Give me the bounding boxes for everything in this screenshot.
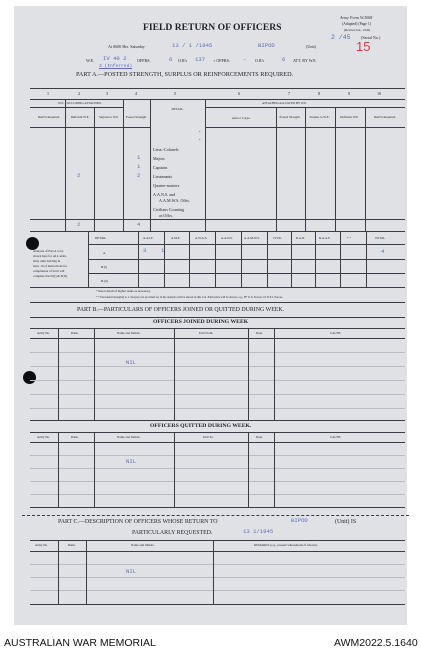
ors-label-2: O.R's [255,58,265,63]
joined-title: OFFICERS JOINED DURING WEEK [153,319,249,325]
part-c-col-rank: Rank. [68,543,76,547]
col-header-deficient: Deficient W.E. [70,115,90,119]
return-date: 13 / 1 /1945 [172,42,213,49]
posted-captains: 1 [137,163,141,170]
joined-col-unit: Unit From. [199,331,214,335]
red-annotation: 15 [356,39,371,54]
col-header-deficient-att: Deficient W.E. [340,115,359,119]
analysis-header-aans: A.A.N.S. [221,236,233,240]
rank-quartermasters: Quarter-masters [153,183,180,188]
we-excluding-attached: W.E. EXCLUDING ATTACHED. [58,101,102,105]
att-offrs-dash: - [243,56,247,63]
analysis-value-total: 4 [381,248,385,255]
analysis-note-3: Only units holding in [33,259,61,263]
ors-label: O.R's [178,58,188,63]
total-deficient: 2 [77,221,81,228]
col-number-1: 1 [47,91,50,96]
analysis-header-amf: A.M.F. [171,236,181,240]
quitted-col-date: Date. [256,435,263,439]
part-c-heading: PART C.—DESCRIPTION OF OFFICERS WHOSE RETURN TO [58,519,218,525]
star-mark: * [199,138,201,142]
we-value: IV 40 2 [103,55,127,62]
analysis-note-4: bern. 10 of instructions for [33,264,68,268]
analysis-header-civil: CIVIL. [273,236,283,240]
rank-aamws: A.A.M.W.S. Offrs. [159,198,191,203]
offrs-label: OFFRS. [137,58,151,63]
part-c-date: 13 1/1945 [243,528,274,535]
we-value-line2: 3 (Inferred) [99,64,133,69]
offrs-value: 6 [169,56,173,63]
analysis-header-total: TOTAL. [375,236,386,240]
col-number-10: 10 [377,91,382,96]
analysis-note-1: Analysis of Part A to be [33,249,64,253]
analysis-header-detail: DETAIL. [95,236,108,240]
col-number-4: 4 [135,91,138,96]
col-header-surplus-att: Surplus to W.E. [309,115,330,119]
col-number-6: 6 [238,91,241,96]
col-number-7: 7 [288,91,291,96]
analysis-note-2: shown here for ALL units. [33,254,67,258]
at-hours-label: At 0600 Hrs. Saturday [108,44,145,49]
joined-nil: NIL [126,359,137,366]
rank-majors: Majors [153,156,165,161]
rank-captains: Captains [153,165,168,170]
part-c-line2: PARTICULARLY REQUESTED. [132,530,213,536]
col-number-2: 2 [78,91,81,96]
col-header-posted: Posted Strength. [126,115,147,119]
analysis-header-raaf: R.A.A.F. [319,236,331,240]
joined-col-name: Name and Initials. [117,331,141,335]
col-header-reinforcements: Rein'ts Required. [38,115,60,119]
punch-hole-bottom [23,371,36,384]
part-c-col-name: Name and Initials. [131,543,155,547]
quitted-col-unit: Unit To. [203,435,214,439]
rank-aans: A.A.N.S. and [153,192,176,197]
part-c-heading-suffix: (Unit) IS [335,519,357,525]
col-header-detail: DETAIL. [171,107,184,111]
part-a-heading: PART A.—POSTED STRENGTH, SURPLUS OR REINFORCEMENTS REQUIRED. [76,71,294,78]
analysis-row-a: A. [103,251,107,255]
we-label: W.E. [86,58,95,63]
analysis-header-awas: A.W.A.S. [195,236,208,240]
revised-label: (Revised Jan., 1943) [344,28,371,32]
part-c-unit: BIPOD [291,517,308,524]
army-form-label: Army Form W.3008 [340,15,373,20]
quitted-col-rank: Rank. [71,435,79,439]
posted-majors: 1 [137,154,141,161]
col-number-8: 8 [318,91,321,96]
footer-source: AUSTRALIAN WAR MEMORIAL [4,637,156,649]
quitted-title: OFFICERS QUITTED DURING WEEK. [150,423,252,429]
footnote-2: * * Personnel belonging to a category not provided for in the analysis will be shown in this Col. Particulars will be shown, e.g., B* U.S. Forces; 10 N.E.I. Forces. [96,295,283,299]
unit-name: BIPOD [258,42,275,49]
quitted-col-name: Name and Initials. [117,435,141,439]
quitted-col-cause: CAUSE. [330,435,342,439]
analysis-header-aaif: A.A.I.F. [143,236,154,240]
rank-civilians: Civilians Counting [153,207,185,212]
joined-col-cause: CAUSE. [330,331,342,335]
part-c-col-remarks: REMARKS (e.g., present whereabouts if known). [254,543,318,547]
quitted-col-army-no: Army No. [37,435,50,439]
serial-number: 2 /45 [331,34,351,41]
analysis-header-aamws: A.A.M.W.S. [244,236,260,240]
col-header-arm: Arm or Corps. [231,116,251,120]
analysis-value-aaif: 3 [143,247,147,254]
analysis-header-other: * * [347,236,351,240]
rank-lieut-colonels: Lieut.-Colonels [153,147,179,152]
joined-col-army-no: Army No. [37,331,50,335]
analysis-value-amf: 1 [161,247,165,254]
attached-allowed: ATTACHED ALLOWED BY W.E. [262,101,308,105]
col-number-9: 9 [348,91,351,96]
att-label: ATT. BY W.E. [293,58,317,63]
part-c-col-army-no: Army No. [35,543,48,547]
total-posted: 4 [137,221,141,228]
adapted-label: (Adapted) (Page 1) [342,22,372,26]
analysis-note-6: complete Part E(I) & E(II). [33,274,68,278]
rank-lieutenants: Lieutenants [153,174,173,179]
analysis-header-ran: R.A.N. [296,236,306,240]
col-header-posted-att: Posted Strength. [279,115,301,119]
unit-label: (Unit) [306,44,317,49]
quitted-nil: NIL [126,458,137,465]
footer-accession-number: AWM2022.5.1640 [334,637,418,649]
deficient-lieutenants: 2 [77,172,81,179]
analysis-row-bi: B.(i) [101,265,107,269]
analysis-note-5: compilation of form will [33,269,65,273]
joined-col-date: Date. [256,331,263,335]
joined-col-rank: Rank. [71,331,79,335]
plus-offrs-label: + OFFRS. [213,58,230,63]
footnote-1: * Insert detail of higher ranks as necessary. [96,289,151,293]
star-mark: * [199,130,201,134]
part-c-nil: NIL [126,568,137,575]
col-header-reinforcements-att: Rein'ts Required. [374,115,396,119]
posted-lieutenants: 2 [137,172,141,179]
rank-civilians-2: as Offrs. [159,213,174,218]
col-number-3: 3 [106,91,109,96]
part-b-heading: PART B.—PARTICULARS OF OFFICERS JOINED OR QUITTED DURING WEEK. [77,307,285,313]
form-title: FIELD RETURN OF OFFICERS [143,22,282,33]
ors-value: 137 [195,56,206,63]
att-ors-value: 6 [282,56,286,63]
serial-label: (Serial No.) [361,35,381,40]
analysis-row-bii: B.(ii) [101,279,108,283]
col-header-surplus: Surplus to W.E. [98,115,119,119]
col-number-5: 5 [174,91,177,96]
